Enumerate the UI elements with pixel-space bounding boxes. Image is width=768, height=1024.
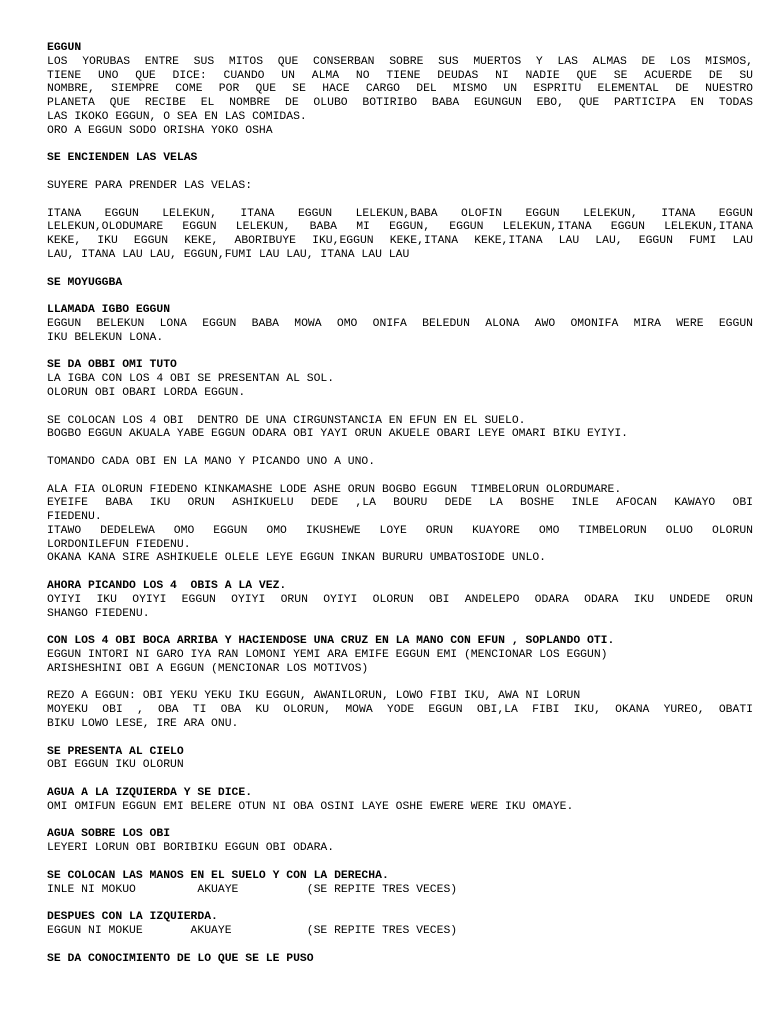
text-line: TIENE UNO QUE DICE: CUANDO UN ALMA NO TIENE DEUDAS NI NADIE QUE SE ACUERDE DE SU	[47, 69, 753, 82]
section-obbi	[47, 359, 753, 400]
text-line: BIKU LOWO LESE, IRE ARA ONU.	[47, 718, 239, 731]
section-tomando	[47, 456, 753, 470]
text-line: LOS YORUBAS ENTRE SUS MITOS QUE CONSERBAN SOBRE SUS MUERTOS Y LAS ALMAS DE LOS MISMOS,	[47, 55, 753, 68]
section-eggun	[47, 42, 753, 139]
section-rezo	[47, 690, 753, 731]
text-line: EYEIFE BABA IKU ORUN ASHIKUELU DEDE ,LA BOURU DEDE LA BOSHE INLE AFOCAN KAWAYO OBI	[47, 497, 753, 510]
section-moyuggba	[47, 277, 753, 291]
section-llamada	[47, 304, 753, 345]
section-heading: SE COLOCAN LAS MANOS EN EL SUELO Y CON LA DERECHA.	[47, 869, 389, 882]
section-heading: AHORA PICANDO LOS 4 OBIS A LA VEZ.	[47, 580, 287, 593]
text-line: IKU BELEKUN LONA.	[47, 331, 164, 344]
section-heading: LLAMADA IGBO EGGUN	[47, 304, 171, 317]
section-heading: SE DA CONOCIMIENTO DE LO QUE SE LE PUSO	[47, 952, 314, 965]
text-line: LAU, ITANA LAU LAU, EGGUN,FUMI LAU LAU, ITANA LAU LAU	[47, 248, 410, 261]
section-velas	[47, 152, 753, 166]
text-line: LA IGBA CON LOS 4 OBI SE PRESENTAN AL SOL.	[47, 373, 335, 386]
text-line: REZO A EGGUN: OBI YEKU YEKU IKU EGGUN, AWANILORUN, LOWO FIBI IKU, AWA NI LORUN	[47, 690, 581, 703]
text-line: NOMBRE, SIEMPRE COME POR QUE SE HACE CARGO DEL MISMO UN ESPRITU ELEMENTAL DE NUESTRO	[47, 83, 753, 96]
text-line: LAS IKOKO EGGUN, O SEA EN LAS COMIDAS.	[47, 110, 307, 123]
text-line: INLE NI MOKUO AKUAYE (SE REPITE TRES VECES)	[47, 883, 458, 896]
text-line: OLORUN OBI OBARI LORDA EGGUN.	[47, 386, 246, 399]
text-line: LORDONILEFUN FIEDENU.	[47, 538, 191, 551]
text-line: ITAWO DEDELEWA OMO EGGUN OMO IKUSHEWE LOYE ORUN KUAYORE OMO TIMBELORUN OLUO OLORUN	[47, 524, 753, 537]
section-heading: SE DA OBBI OMI TUTO	[47, 359, 177, 372]
section-heading: AGUA SOBRE LOS OBI	[47, 828, 171, 841]
section-heading: DESPUES CON LA IZQUIERDA.	[47, 911, 218, 924]
section-colocan	[47, 415, 753, 443]
text-line: SE COLOCAN LOS 4 OBI DENTRO DE UNA CIRGUNSTANCIA EN EFUN EN EL SUELO.	[47, 414, 526, 427]
section-boca-arriba	[47, 635, 753, 676]
section-despues	[47, 911, 753, 939]
text-line: LELEKUN,OLODUMARE EGGUN LELEKUN, BABA MI EGGUN, EGGUN LELEKUN,ITANA EGGUN LELEKUN,ITANA	[47, 221, 753, 234]
text-line: LEYERI LORUN OBI BORIBIKU EGGUN OBI ODARA.	[47, 842, 335, 855]
text-line: EGGUN NI MOKUE AKUAYE (SE REPITE TRES VECES)	[47, 925, 458, 937]
section-heading: SE ENCIENDEN LAS VELAS	[47, 152, 198, 165]
section-heading: SE PRESENTA AL CIELO	[47, 745, 184, 758]
text-line: EGGUN BELEKUN LONA EGGUN BABA MOWA OMO ONIFA BELEDUN ALONA AWO OMONIFA MIRA WERE EGGUN	[47, 317, 753, 330]
text-line: SUYERE PARA PRENDER LAS VELAS:	[47, 179, 253, 192]
section-agua-izquierda	[47, 787, 753, 815]
text-line: ORO A EGGUN SODO ORISHA YOKO OSHA	[47, 124, 273, 137]
section-heading: AGUA A LA IZQUIERDA Y SE DICE.	[47, 787, 253, 800]
section-ahora	[47, 580, 753, 621]
text-line: FIEDENU.	[47, 511, 102, 524]
text-line: OBI EGGUN IKU OLORUN	[47, 759, 184, 772]
document-page	[47, 42, 753, 980]
section-manos	[47, 870, 753, 898]
text-line: SHANGO FIEDENU.	[47, 607, 150, 620]
section-alafia	[47, 484, 753, 567]
text-line: ARISHESHINI OBI A EGGUN (MENCIONAR LOS MOTIVOS)	[47, 662, 369, 675]
text-line: EGGUN INTORI NI GARO IYA RAN LOMONI YEMI ARA EMIFE EGGUN EMI (MENCIONAR LOS EGGUN)	[47, 649, 608, 662]
text-line: MOYEKU OBI , OBA TI OBA KU OLORUN, MOWA YODE EGGUN OBI,LA FIBI IKU, OKANA YUREO, OBATI	[47, 704, 753, 717]
section-agua-sobre	[47, 828, 753, 856]
section-cielo	[47, 746, 753, 774]
text-line: ALA FIA OLORUN FIEDENO KINKAMASHE LODE ASHE ORUN BOGBO EGGUN TIMBELORUN OLORDUMARE.	[47, 483, 622, 496]
section-suyere	[47, 180, 753, 194]
section-heading: CON LOS 4 OBI BOCA ARRIBA Y HACIENDOSE UNA CRUZ EN LA MANO CON EFUN , SOPLANDO OTI.	[47, 635, 615, 648]
text-line: OMI OMIFUN EGGUN EMI BELERE OTUN NI OBA OSINI LAYE OSHE EWERE WERE IKU OMAYE.	[47, 800, 574, 813]
text-line: ITANA EGGUN LELEKUN, ITANA EGGUN LELEKUN,BABA OLOFIN EGGUN LELEKUN, ITANA EGGUN	[47, 207, 753, 220]
section-heading: SE MOYUGGBA	[47, 276, 123, 289]
text-line: BOGBO EGGUN AKUALA YABE EGGUN ODARA OBI YAYI ORUN AKUELE OBARI LEYE OMARI BIKU EYIYI.	[47, 428, 629, 441]
section-itana	[47, 208, 753, 263]
text-line: TOMANDO CADA OBI EN LA MANO Y PICANDO UNO A UNO.	[47, 455, 376, 468]
text-line: OKANA KANA SIRE ASHIKUELE OLELE LEYE EGGUN INKAN BURURU UMBATOSIODE UNLO.	[47, 552, 546, 565]
text-line: PLANETA QUE RECIBE EL NOMBRE DE OLUBO BOTIRIBO BABA EGUNGUN EBO, QUE PARTICIPA EN TODAS	[47, 97, 753, 110]
text-line: OYIYI IKU OYIYI EGGUN OYIYI ORUN OYIYI OLORUN OBI ANDELEPO ODARA ODARA IKU UNDEDE ORUN	[47, 593, 753, 606]
section-heading: EGGUN	[47, 42, 82, 54]
text-line: KEKE, IKU EGGUN KEKE, ABORIBUYE IKU,EGGUN KEKE,ITANA KEKE,ITANA LAU LAU, EGGUN FUMI LAU	[47, 235, 753, 248]
section-conocimiento	[47, 953, 753, 967]
